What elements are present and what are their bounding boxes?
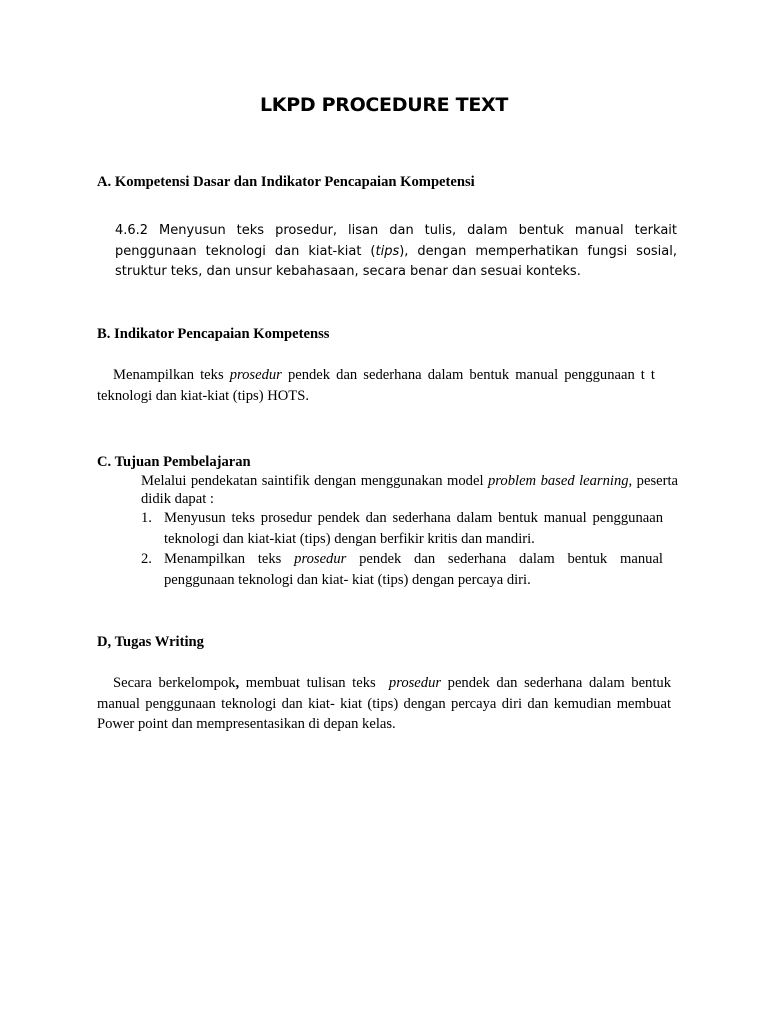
section-d-text-mid: membuat tulisan teks [239,675,389,691]
section-c-intro-after: , peserta didik dapat : [141,473,678,507]
section-a-heading: A. Kompetensi Dasar dan Indikator Pencapaian Kompetensi [97,174,475,190]
section-d-text-after: pendek dan sederhana dalam bentuk manual penggunaan teknologi dan kiat- kiat (tips) dengan percaya diri dan kemudian membuat Power point dan mempresentasikan di depan kelas. [97,675,671,732]
list-item-number: 2. [141,551,152,567]
section-b-paragraph [97,365,655,406]
list-item [141,508,663,549]
section-a-paragraph [115,221,677,283]
section-b-text-italic: prosedur [229,367,282,383]
list-item-text-after: pendek dan sederhana dalam bentuk manual penggunaan teknologi dan kiat- kiat (tips) dengan percaya diri. [164,551,663,588]
section-a-text-italic: tips [375,243,400,259]
section-d-text-comma: , [235,675,240,691]
section-d-text-italic: prosedur [388,675,442,691]
list-item-number: 1. [141,510,152,526]
section-d-paragraph [97,673,671,735]
list-item [141,549,663,590]
document-title: LKPD PROCEDURE TEXT [259,94,509,116]
tujuan-list [141,508,663,590]
section-b-heading: B. Indikator Pencapaian Kompetenss [97,326,330,342]
section-b-text-after: pendek dan sederhana dalam bentuk manual penggunaan t t teknologi dan kiat-kiat (tips) HOTS. [97,367,655,404]
list-item-text-before: Menampilkan teks [164,551,295,567]
section-d-heading: D, Tugas Writing [97,634,204,650]
section-c-intro-before: Melalui pendekatan saintifik dengan menggunakan model [141,473,488,489]
section-c-heading: C. Tujuan Pembelajaran [97,454,251,470]
section-a-text-before: 4.6.2 Menyusun teks prosedur, lisan dan tulis, dalam bentuk manual terkait penggunaan teknologi dan kiat-kiat ( [115,223,677,259]
list-item-text-italic: prosedur [294,551,347,567]
section-c-intro [141,473,678,508]
section-d-text-start: Secara berkelompok [113,675,236,691]
section-c-intro-italic: problem based learning [488,473,629,489]
section-a-text-after: ), dengan memperhatikan fungsi sosial, struktur teks, dan unsur kebahasaan, secara benar dan sesuai konteks. [115,243,677,279]
list-item-text-before: Menyusun teks prosedur pendek dan sederhana dalam bentuk manual penggunaan teknologi dan kiat-kiat (tips) dengan berfikir kritis dan mandiri. [164,510,663,547]
section-b-text-before: Menampilkan teks [113,367,230,383]
